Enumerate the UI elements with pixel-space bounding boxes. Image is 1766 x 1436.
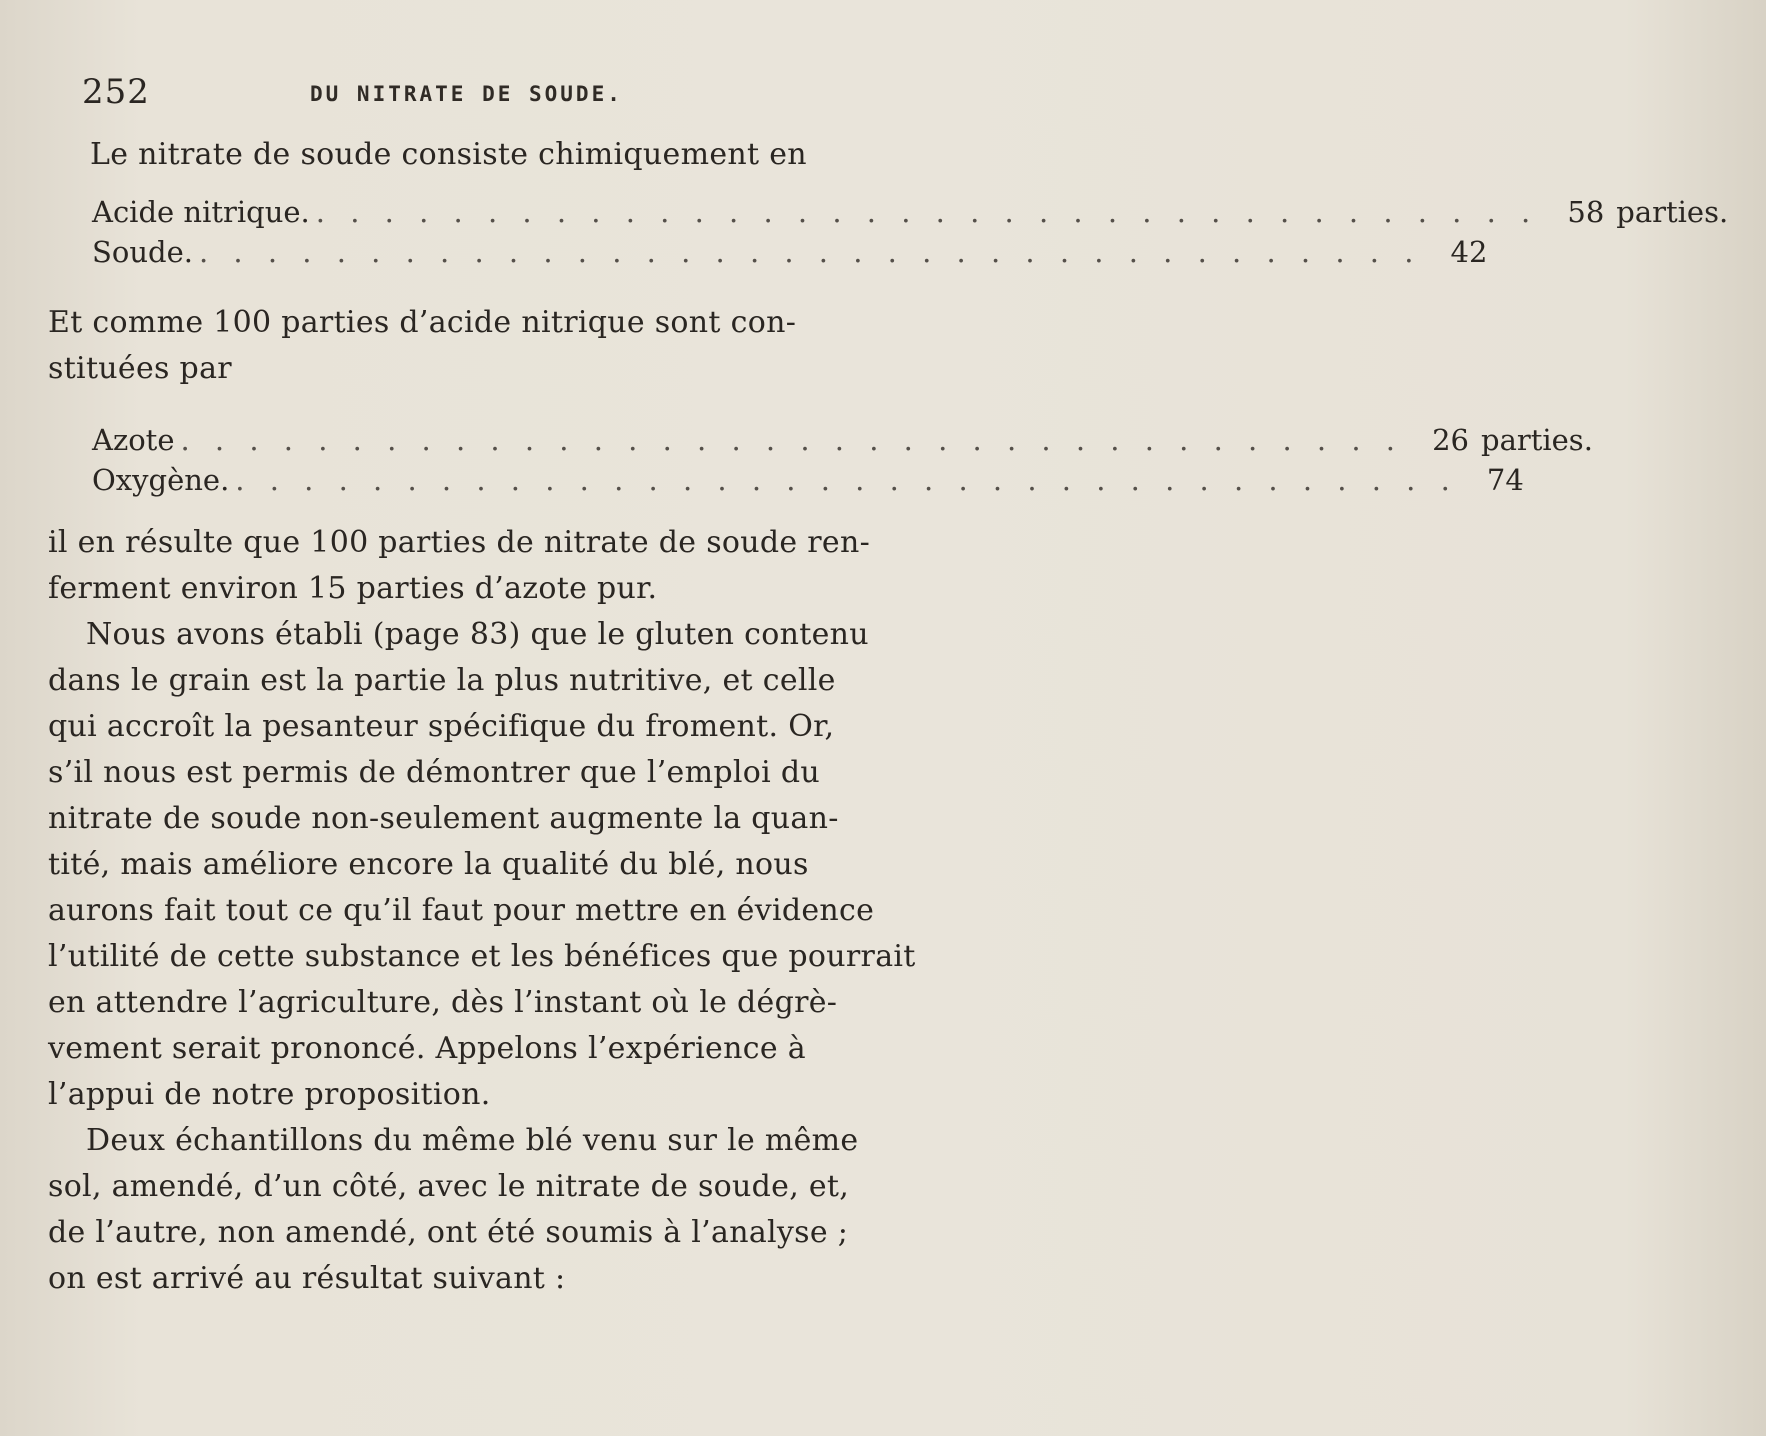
composition-row [92,192,1729,232]
text-line: l’utilité de cette substance et les bénéfices que pourrait [48,939,916,974]
text-line: on est arrivé au résultat suivant : [48,1261,566,1296]
text-line: stituées par [48,351,232,386]
running-title: DU NITRATE DE SOUDE. [310,82,623,106]
text-line: tité, mais améliore encore la qualité du blé, nous [48,847,809,882]
main-paragraph [48,520,916,1302]
paragraph-acid-composition [48,300,797,392]
text-line: l’appui de notre proposition. [48,1077,491,1112]
intro-paragraph [90,132,807,178]
text-line: qui accroît la pesanteur spécifique du froment. Or, [48,709,835,744]
text-line: vement serait prononcé. Appelons l’expérience à [48,1031,806,1066]
leader-dots [199,232,1422,272]
text-line: Deux échantillons du même blé venu sur le même [86,1123,859,1158]
component-value: 42 [1450,235,1488,269]
component-value: 58 [1567,195,1605,229]
text-line: de l’autre, non amendé, ont été soumis à l’analyse ; [48,1215,849,1250]
text-line: Et comme 100 parties d’acide nitrique sont con- [48,305,797,340]
leader-dots [316,192,1539,232]
text-line: il en résulte que 100 parties de nitrate de soude ren- [48,525,871,560]
page-number: 252 [82,72,150,112]
leader-dots [235,460,1458,500]
text-line: Nous avons établi (page 83) que le gluten contenu [86,617,869,652]
text-line: s’il nous est permis de démontrer que l’emploi du [48,755,820,790]
page-header [82,72,742,122]
text-line: dans le grain est la partie la plus nutritive, et celle [48,663,836,698]
text-line: nitrate de soude non-seulement augmente la quan- [48,801,839,836]
text-line: Le nitrate de soude consiste chimiquement en [90,137,807,172]
component-unit: parties. [1481,423,1593,457]
leader-dots [181,420,1404,460]
composition-row [92,420,1593,460]
text-line: ferment environ 15 parties d’azote pur. [48,571,658,606]
composition-row [92,232,1488,272]
component-unit: parties. [1616,195,1729,229]
component-name: Azote [92,423,175,457]
composition-row [92,460,1524,500]
component-name: Soude. [92,235,193,269]
composition-table-nitrate [92,192,1729,272]
component-value: 74 [1486,463,1524,497]
composition-table-acid [92,420,1593,500]
component-name: Acide nitrique. [92,195,310,229]
component-value: 26 [1432,423,1469,457]
text-line: sol, amendé, d’un côté, avec le nitrate de soude, et, [48,1169,850,1204]
text-line: aurons fait tout ce qu’il faut pour mettre en évidence [48,893,875,928]
text-line: en attendre l’agriculture, dès l’instant où le dégrè- [48,985,838,1020]
component-name: Oxygène. [92,463,230,497]
